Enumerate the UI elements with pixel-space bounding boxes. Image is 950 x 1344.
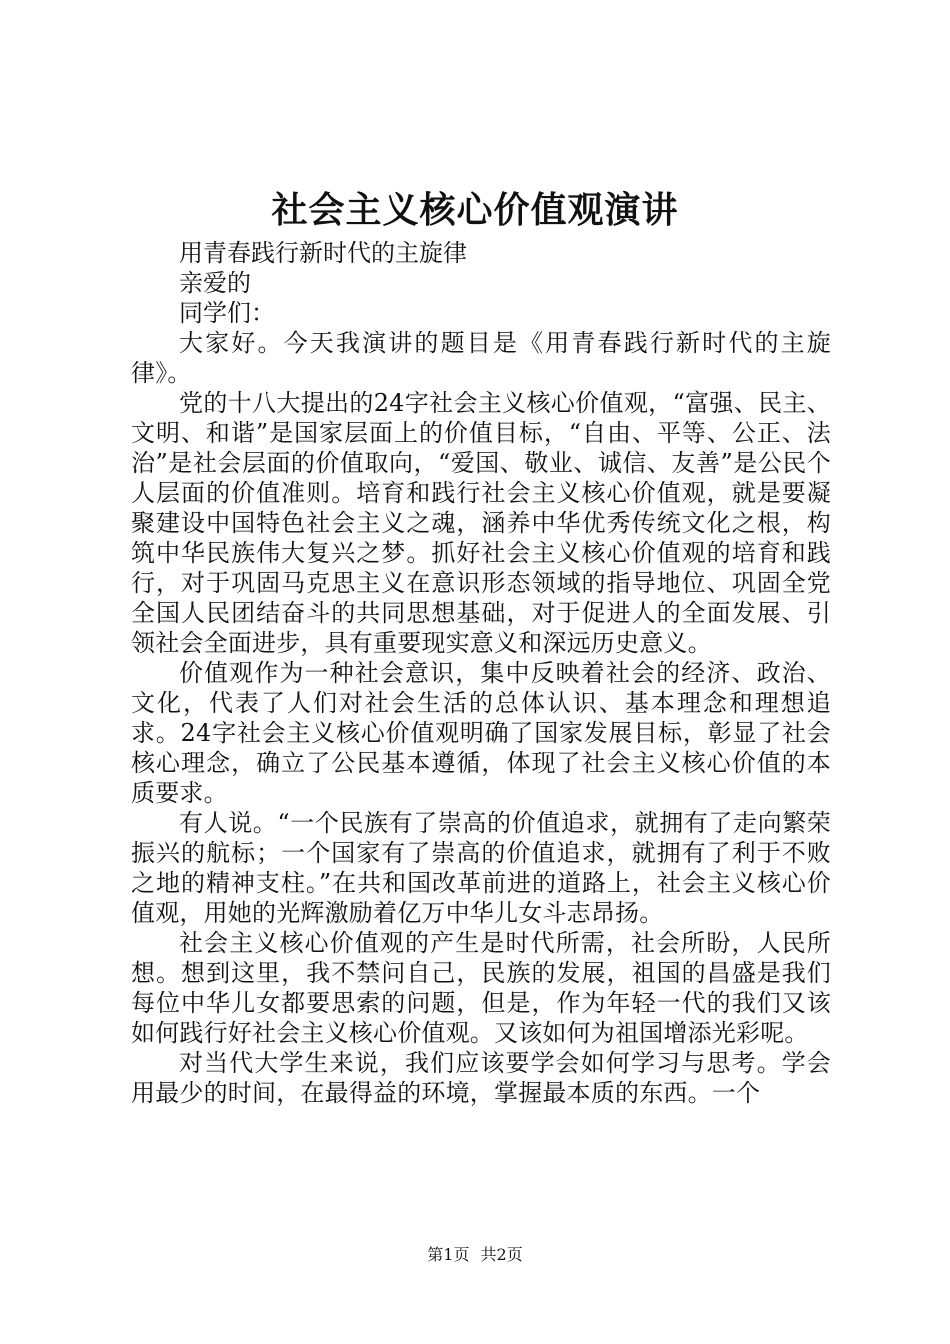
document-body (131, 238, 831, 1108)
document-title: 社会主义核心价值观演讲 (271, 189, 679, 231)
paragraph: 大家好。今天我演讲的题目是《用青春践行新时代的主旋律》。 (131, 329, 831, 387)
speech-subtitle: 用青春践行新时代的主旋律 (179, 239, 467, 267)
paragraph: 社会主义核心价值观的产生是时代所需，社会所盼，人民所想。想到这里，我不禁问自己，民族的发展，祖国的昌盛是我们每位中华儿女都要思索的问题，但是，作为年轻一代的我们又该如何践行好社会主义核心价值观。又该如何为祖国增添光彩呢。 (131, 929, 831, 1047)
page-footer (0, 1243, 950, 1267)
greeting-line-2: 同学们： (179, 299, 275, 327)
paragraph: 价值观作为一种社会意识，集中反映着社会的经济、政治、文化，代表了人们对社会生活的总体认识、基本理念和理想追求。24字社会主义核心价值观明确了国家发展目标，彰显了社会核心理念，确立了公民基本遵循，体现了社会主义核心价值的本质要求。 (131, 659, 831, 807)
greeting-line-1: 亲爱的 (179, 269, 251, 297)
paragraph: 对当代大学生来说，我们应该要学会如何学习与思考。学会用最少的时间，在最得益的环境，掌握最本质的东西。一个 (131, 1049, 831, 1107)
page-total: 共2页 (480, 1245, 523, 1264)
paragraph: 党的十八大提出的24字社会主义核心价值观，“富强、民主、文明、和谐”是国家层面上的价值目标，“自由、平等、公正、法治”是社会层面的价值取向，“爱国、敬业、诚信、友善”是公民个人层面的价值准则。培育和践行社会主义核心价值观，就是要凝聚建设中国特色社会主义之魂，涵养中华优秀传统文化之根，构筑中华民族伟大复兴之梦。抓好社会主义核心价值观的培育和践行，对于巩固马克思主义在意识形态领域的指导地位、巩固全党全国人民团结奋斗的共同思想基础，对于促进人的全面发展、引领社会全面进步，具有重要现实意义和深远历史意义。 (131, 389, 831, 657)
paragraph: 有人说。“一个民族有了崇高的价值追求，就拥有了走向繁荣振兴的航标；一个国家有了崇高的价值追求，就拥有了利于不败之地的精神支柱。”在共和国改革前进的道路上，社会主义核心价值观，用她的光辉激励着亿万中华儿女斗志昂扬。 (131, 809, 831, 927)
page-number: 第1页 (427, 1245, 470, 1264)
